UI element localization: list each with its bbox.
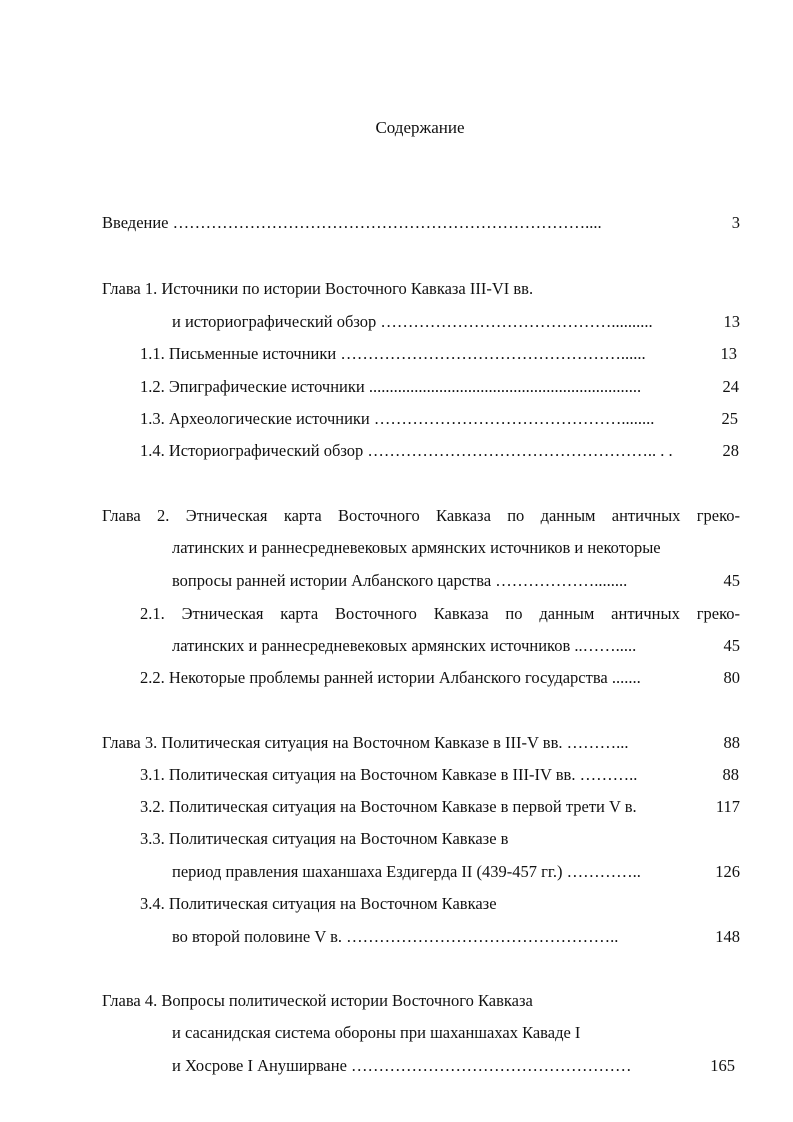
toc-leader-dots: …………………………………………… xyxy=(351,1056,632,1075)
toc-entry-text: 2.2. Некоторые проблемы ранней истории Албанского государства xyxy=(140,668,608,687)
toc-page-number: 24 xyxy=(722,377,739,396)
toc-chapter-3-heading xyxy=(102,733,629,753)
toc-page-number: 88 xyxy=(723,733,740,752)
toc-chapter-4-line3 xyxy=(172,1056,632,1076)
toc-leader-dots: ………………………………………….. xyxy=(346,927,619,946)
toc-entry-text: латинских и раннесредневековых армянских источников xyxy=(172,636,571,655)
toc-leader-dots: …………………………………….......... xyxy=(380,312,653,331)
toc-chapter-2-line3 xyxy=(172,571,627,591)
toc-page-number: 3 xyxy=(731,213,740,232)
toc-leader-dots: ………….. xyxy=(566,862,641,881)
toc-page-number: 126 xyxy=(715,862,740,881)
toc-entry-text: 3.1. Политическая ситуация на Восточном Кавказе в III-IV вв. xyxy=(140,765,576,784)
toc-leader-dots: .................................................................. xyxy=(368,377,642,396)
toc-page-number: 117 xyxy=(715,797,740,816)
toc-page-number: 13 xyxy=(720,344,737,363)
page-title: Содержание xyxy=(375,118,465,137)
toc-entry-text: Введение xyxy=(102,213,169,232)
toc-section-3-3-heading: 3.3. Политическая ситуация на Восточном Кавказе в xyxy=(140,829,509,848)
toc-section-3-4-line2 xyxy=(172,927,618,947)
toc-page-number: 45 xyxy=(723,571,740,590)
toc-section-3-1 xyxy=(140,765,637,785)
toc-page-number: 148 xyxy=(715,927,740,946)
toc-leader-dots: ………………………………………………………………….... xyxy=(172,213,602,232)
toc-leader-dots: ……….. xyxy=(579,765,638,784)
toc-entry-text: Глава 3. Политическая ситуация на Восточном Кавказе в III-V вв. xyxy=(102,733,563,752)
toc-entry-text: 1.4. Историографический обзор xyxy=(140,441,364,460)
toc-section-1-1 xyxy=(140,344,646,364)
toc-page-number: 28 xyxy=(722,441,739,460)
toc-section-1-3 xyxy=(140,409,654,429)
toc-chapter-1-line2 xyxy=(172,312,653,332)
toc-entry-text: период правления шаханшаха Ездигерда II (439-457 гг.) xyxy=(172,862,563,881)
toc-section-2-2 xyxy=(140,668,641,688)
toc-section-1-4 xyxy=(140,441,673,461)
toc-entry-text: 1.1. Письменные источники xyxy=(140,344,337,363)
toc-entry-text: 1.2. Эпиграфические источники xyxy=(140,377,365,396)
toc-leader-dots: ……………………………………………...... xyxy=(340,344,646,363)
toc-leader-dots: ………………........ xyxy=(495,571,628,590)
toc-chapter-2-heading: Глава 2. Этническая карта Восточного Кавказа по данным античных греко- xyxy=(102,506,740,525)
toc-chapter-2-line2: латинских и раннесредневековых армянских источников и некоторые xyxy=(172,538,661,557)
toc-section-1-2 xyxy=(140,377,641,397)
toc-leader-dots: ..……..... xyxy=(574,636,637,655)
toc-entry-text: и историографический обзор xyxy=(172,312,377,331)
toc-section-2-1-heading: 2.1. Этническая карта Восточного Кавказа по данным античных греко- xyxy=(140,604,740,623)
toc-leader-dots: ………... xyxy=(566,733,629,752)
toc-page-number: 13 xyxy=(723,312,740,331)
toc-entry-text: 1.3. Археологические источники xyxy=(140,409,370,428)
toc-entry-intro xyxy=(102,213,602,233)
toc-section-3-2: 3.2. Политическая ситуация на Восточном Кавказе в первой трети V в. xyxy=(140,797,637,816)
toc-chapter-1-heading: Глава 1. Источники по истории Восточного Кавказа III-VI вв. xyxy=(102,279,534,298)
toc-section-2-1-line2 xyxy=(172,636,636,656)
toc-page-number: 80 xyxy=(723,668,740,687)
toc-page-number: 45 xyxy=(723,636,740,655)
toc-page-number: 88 xyxy=(722,765,739,784)
toc-leader-dots: …………………………………………….. . . xyxy=(367,441,673,460)
toc-leader-dots: ………………………………………........ xyxy=(373,409,655,428)
toc-page-number: 25 xyxy=(721,409,738,428)
toc-entry-text: во второй половине V в. xyxy=(172,927,343,946)
toc-chapter-4-heading: Глава 4. Вопросы политической истории Восточного Кавказа xyxy=(102,991,533,1010)
toc-entry-text: и Хосрове I Ануширване xyxy=(172,1056,347,1075)
toc-entry-text: вопросы ранней истории Албанского царства xyxy=(172,571,492,590)
toc-page-number: 165 xyxy=(710,1056,735,1075)
toc-chapter-4-line2: и сасанидская система обороны при шаханшахах Каваде I xyxy=(172,1023,581,1042)
toc-section-3-3-line2 xyxy=(172,862,641,882)
toc-section-3-4-heading: 3.4. Политическая ситуация на Восточном Кавказе xyxy=(140,894,497,913)
toc-leader-dots: ....... xyxy=(611,668,641,687)
